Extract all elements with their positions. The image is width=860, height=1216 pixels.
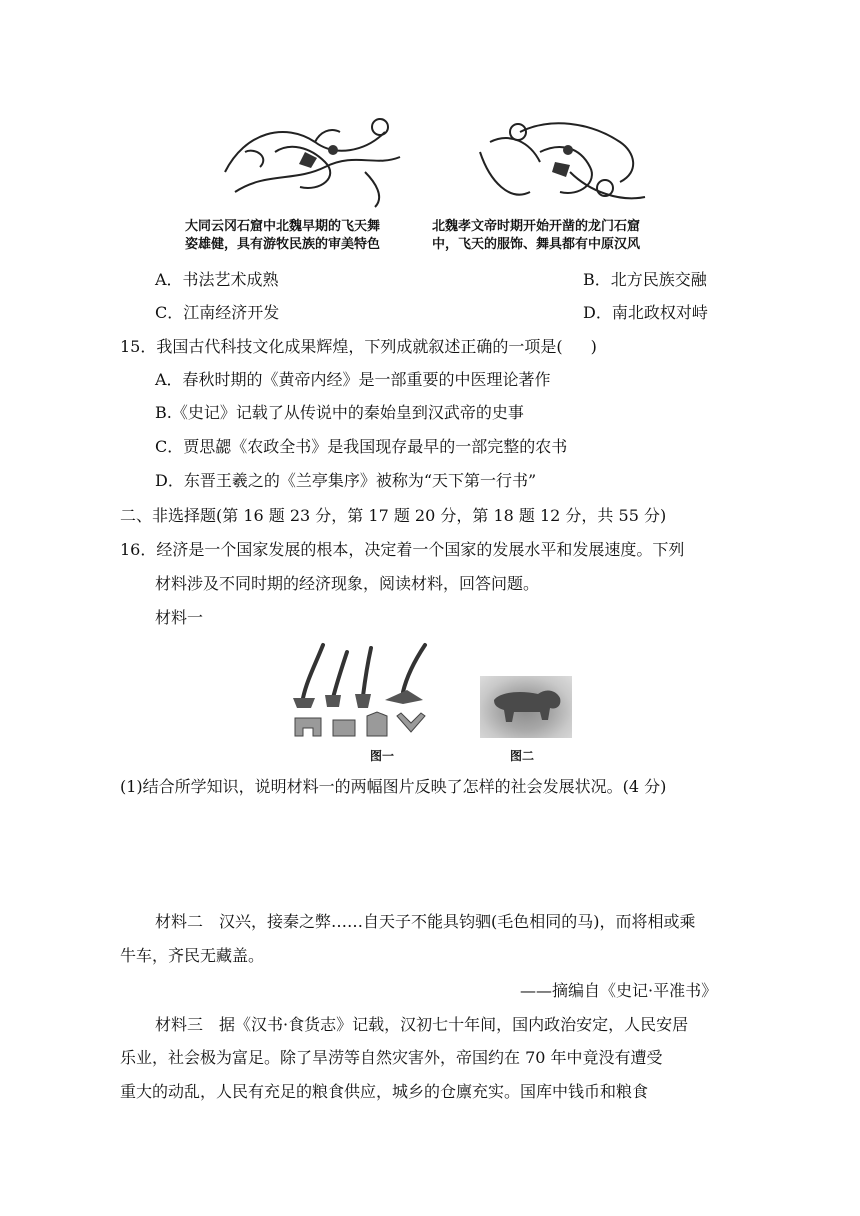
q15-option-a: A．春秋时期的《黄帝内经》是一部重要的中医理论著作 [155,370,551,389]
ox-figurine-photo [480,676,572,738]
ox-silhouette-icon [480,676,572,738]
q14-option-b: B．北方民族交融 [583,270,707,289]
q14-option-c: C．江南经济开发 [155,303,280,322]
iron-tools-illustration [285,640,445,745]
material3-line3: 重大的动乱，人民有充足的粮食供应，城乡的仓廪充实。国库中钱币和粮食 [120,1082,649,1101]
figure2-label: 图二 [510,749,535,763]
apsara-right-illustration [470,112,650,212]
q15-stem [120,336,597,358]
apsara-right-caption-line2: 中，飞天的服饰、舞具都有中原汉风 [432,237,641,252]
q15-option-c: C．贾思勰《农政全书》是我国现存最早的一部完整的农书 [155,437,568,456]
apsara-left-caption-line2: 姿雄健，具有游牧民族的审美特色 [185,237,381,252]
q15-stem-text: 15．我国古代科技文化成果辉煌，下列成就叙述正确的一项是( [120,337,563,356]
section2-heading: 二、非选择题(第 16 题 23 分，第 17 题 20 分，第 18 题 12 分，共 55 分) [120,506,667,525]
figure1-label: 图一 [370,749,395,763]
apsara-right-caption-line1: 北魏孝文帝时期开始开凿的龙门石窟 [432,219,641,234]
q14-option-d: D．南北政权对峙 [583,303,708,322]
q15-option-b: B.《史记》记载了从传说中的秦始皇到汉武帝的史事 [155,403,524,422]
q14-option-a: A．书法艺术成熟 [155,270,279,289]
material3-line1: 材料三 据《汉书·食货志》记载，汉初七十年间，国内政治安定，人民安居 [155,1015,689,1034]
q15-stem-close: ) [590,337,597,356]
material2-source: ——摘编自《史记·平准书》 [520,981,718,1000]
q15-option-d: D．东晋王羲之的《兰亭集序》被称为“天下第一行书” [155,471,537,490]
apsara-left-illustration [215,112,415,212]
material2-line2: 牛车，齐民无藏盖。 [120,946,265,965]
q16-sub1: (1)结合所学知识，说明材料一的两幅图片反映了怎样的社会发展状况。(4 分) [120,777,667,796]
apsara-left-caption-line1: 大同云冈石窟中北魏早期的飞天舞 [185,219,381,234]
q16-stem-line1: 16．经济是一个国家发展的根本，决定着一个国家的发展水平和发展速度。下列 [120,540,685,559]
q16-stem-line2: 材料涉及不同时期的经济现象，阅读材料，回答问题。 [155,574,540,593]
material2-line1: 材料二 汉兴，接秦之弊……自天子不能具钧驷(毛色相同的马)，而将相或乘 [155,912,696,931]
material3-line2: 乐业，社会极为富足。除了旱涝等自然灾害外，帝国约在 70 年中竟没有遭受 [120,1048,663,1067]
material1-label: 材料一 [155,608,204,627]
